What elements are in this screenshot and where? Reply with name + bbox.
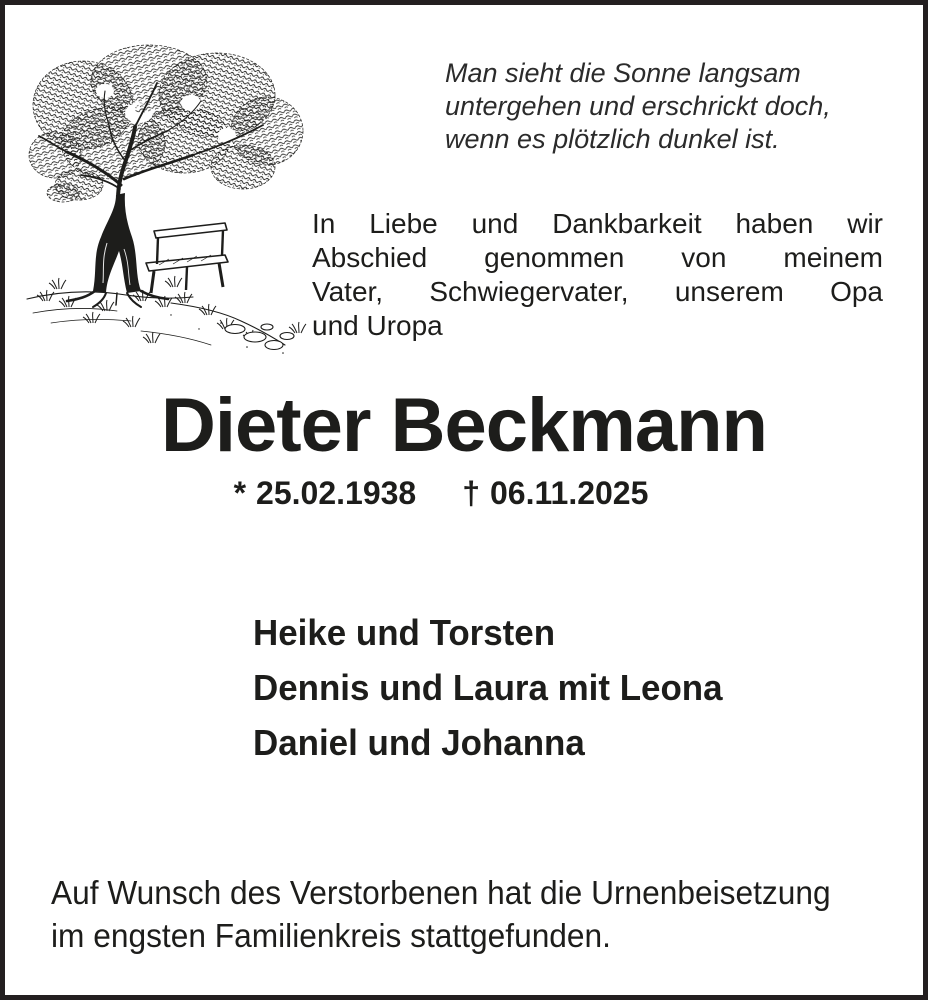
birth-date-value: 25.02.1938 (256, 475, 417, 511)
intro-text (312, 207, 883, 343)
life-dates (0, 475, 905, 512)
quote-line: untergehen und erschrickt doch, (445, 91, 831, 121)
closing-line: im engsten Familienkreis stattgefunden. (51, 917, 611, 954)
memorial-quote (445, 57, 831, 156)
quote-line: Man sieht die Sonne langsam (445, 58, 801, 88)
tree-bench-illustration (21, 39, 311, 374)
deceased-name: Dieter Beckmann (161, 383, 767, 468)
death-date-value: 06.11.2025 (490, 475, 649, 511)
intro-line: Vater, Schwiegervater, unserem Opa (312, 276, 883, 307)
mourner-name: Daniel und Johanna (253, 722, 585, 763)
death-symbol-cross: † (462, 475, 480, 511)
birth-date (234, 475, 417, 512)
closing-line: Auf Wunsch des Verstorbenen hat die Urnenbeisetzung (51, 874, 831, 911)
intro-line: und Uropa (312, 310, 443, 341)
mourners-list (253, 605, 723, 770)
mourner-name: Dennis und Laura mit Leona (253, 667, 723, 708)
mourner-name: Heike und Torsten (253, 612, 556, 653)
intro-line: Abschied genommen von meinem (312, 242, 883, 273)
quote-line: wenn es plötzlich dunkel ist. (445, 124, 780, 154)
closing-text (51, 871, 831, 957)
death-date (462, 475, 648, 512)
intro-line: In Liebe und Dankbarkeit haben wir (312, 208, 883, 239)
birth-symbol-star: * (233, 475, 247, 511)
